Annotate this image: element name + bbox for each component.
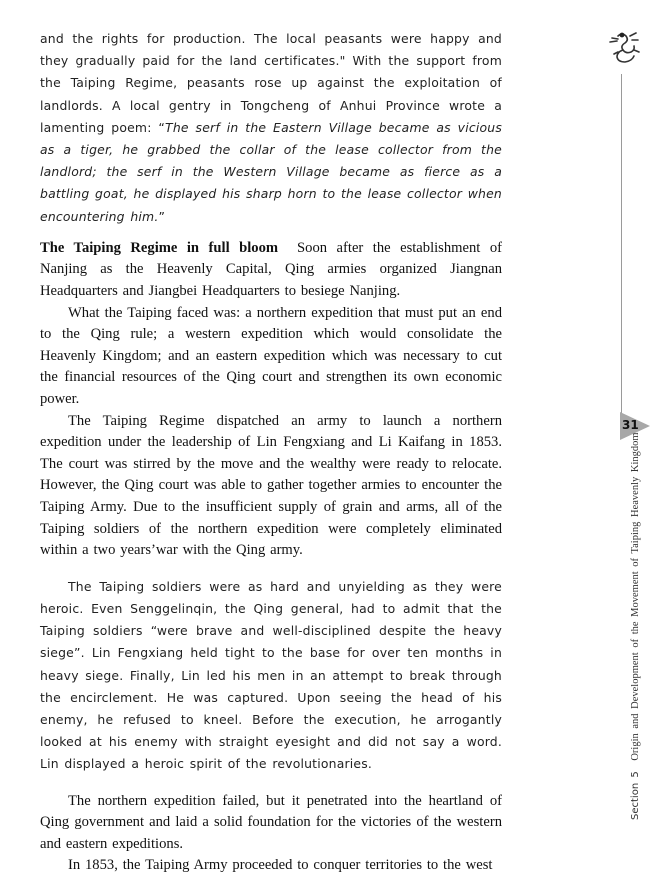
- paragraph: In 1853, the Taiping Army proceeded to conquer territories to the west: [68, 857, 493, 874]
- paragraph: The northern expedition failed, but it penetrated into the heartland of Qing government and laid a solid foundation for the victories of the western and eastern expeditions.: [40, 792, 502, 852]
- running-head-title: Origin and Development of the Movement of Taiping Heavenly Kingdom: [630, 432, 641, 761]
- poem-quote: The serf in the Eastern Village became as vicious as a tiger, he grabbed the collar of the lease collector from the landlord; the serf in the Western Village became as fierce as a battling goat, he displayed his sharp horn to the lease collector when encountering him.: [40, 119, 502, 224]
- section-sans-2: [40, 576, 502, 776]
- dragon-icon: [604, 30, 644, 64]
- running-head-section: Section 5: [630, 771, 641, 820]
- poem-paragraph: [40, 28, 502, 228]
- paragraph: The Taiping soldiers were as hard and unyielding as they were heroic. Even Senggelinqin, the Qing general, had to admit that the Taiping soldiers “were brave and well-disciplined despite the heavy siege”. Lin Fengxiang held tight to the base for over ten months in heavy siege. Finally, Lin led his men in an attempt to break through the encirclement. He was captured. Upon seeing the head of his enemy, he refused to kneel. Before the execution, he arrogantly looked at his enemy with straight eyesight and did not say a word. Lin displayed a heroic spirit of the revolutionaries.: [40, 578, 502, 772]
- paragraph: What the Taiping faced was: a northern expedition that must put an end to the Qing rule; a western expedition which would consolidate the Heavenly Kingdom; and an eastern expedition which was necessary to cut the financial resources of the Qing court and strengthen its own economic power.: [40, 304, 502, 407]
- running-head: [630, 432, 641, 820]
- section-lead-paragraph: [40, 238, 502, 303]
- quote-close: ”: [158, 208, 166, 224]
- paragraph-text: and the rights for production. The local peasants were happy and they gradually paid for the land certificates." With the support from the Taiping Regime, peasants rose up against the exploitation of landlords. A local gentry in Tongcheng of Anhui Province wrote a lamenting poem: “: [40, 31, 502, 135]
- page-number: 31: [622, 418, 639, 432]
- margin-rule: [621, 74, 622, 416]
- paragraph-text: Soon after the establishment of Nanjing as the Heavenly Capital, Qing armies organized Jiangnan Headquarters and Jiangbei Headquarters to besiege Nanjing.: [40, 239, 502, 300]
- section-serif-1: [40, 238, 502, 562]
- section-serif-2: [40, 791, 502, 877]
- section-heading: The Taiping Regime in full bloom: [40, 239, 279, 256]
- paragraph: The Taiping Regime dispatched an army to launch a northern expedition under the leadership of Lin Fengxiang and Li Kaifang in 1853. The court was stirred by the move and the wealthy were ready to relocate. However, the Qing court was able to gather together armies to encounter the Taiping Army. Due to the insufficient supply of grain and arms, all of the Taiping soldiers of the northern expedition were completely eliminated within a two years’war with the Qing army.: [40, 412, 502, 559]
- page-body: [40, 28, 502, 877]
